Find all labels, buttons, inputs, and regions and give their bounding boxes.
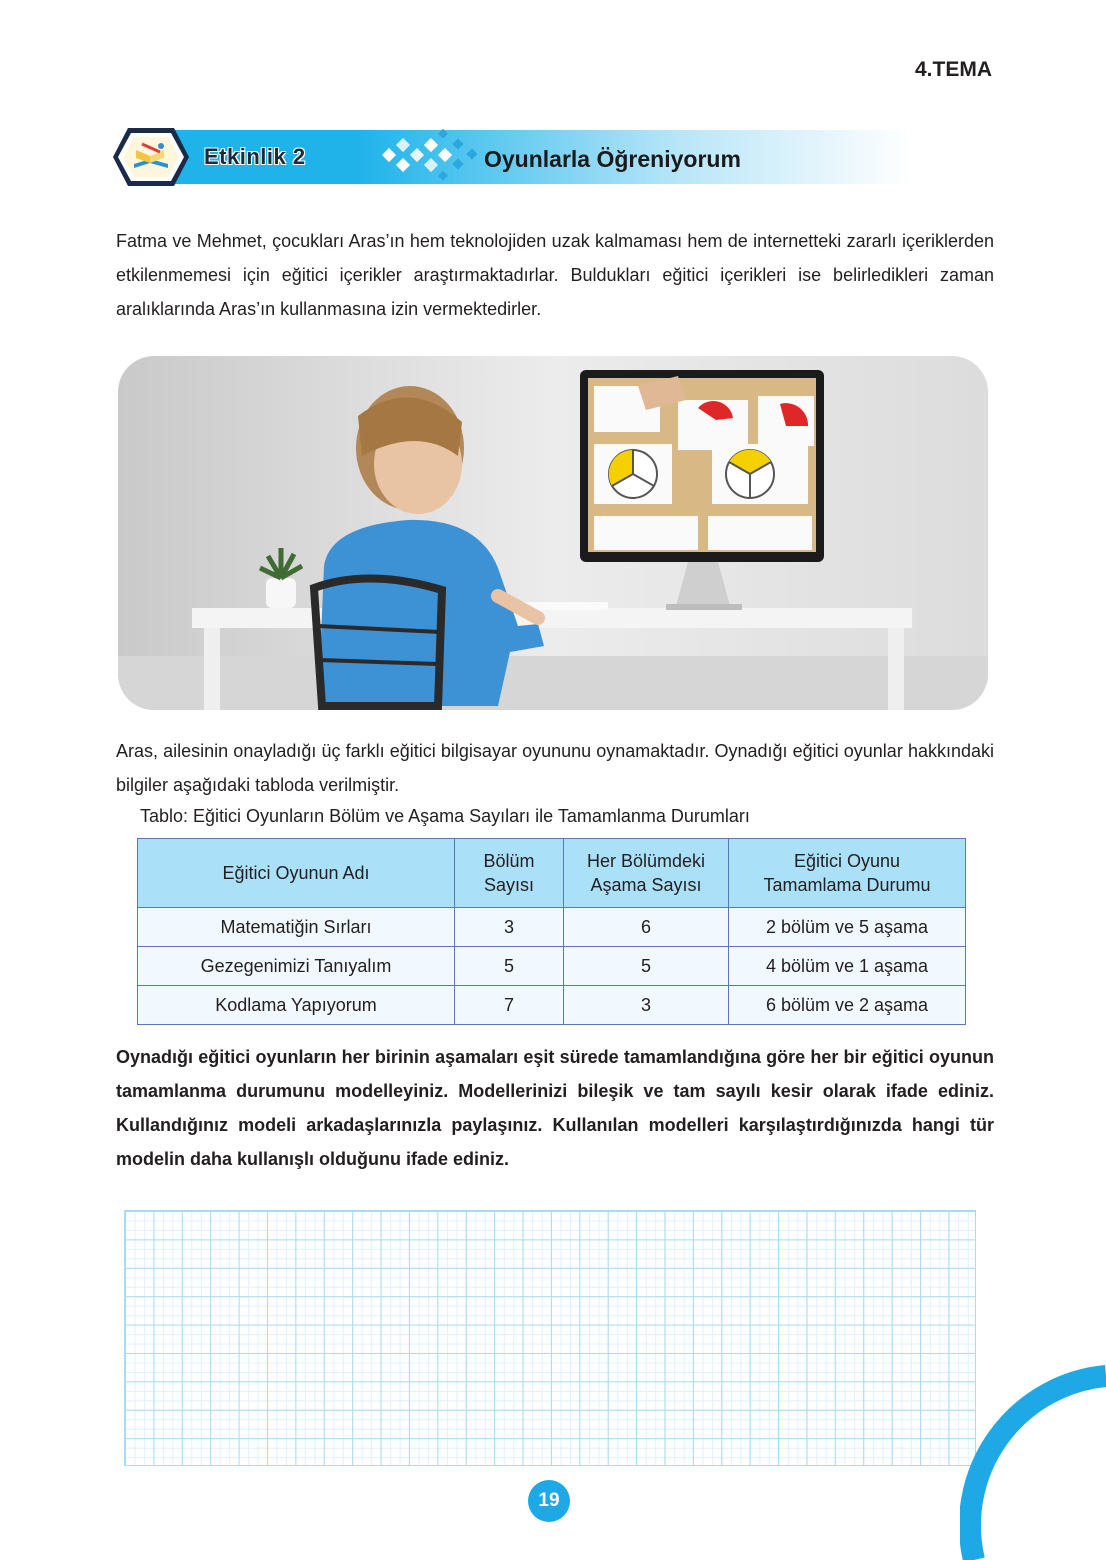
header-section-count-line1: Bölüm: [483, 851, 535, 871]
cell-section-count: 3: [455, 908, 564, 947]
table-header-row: [138, 839, 966, 908]
cell-stage-count: 6: [564, 908, 729, 947]
header-completion-status-line2: Tamamlama Durumu: [763, 875, 931, 895]
cell-completion-status: 6 bölüm ve 2 aşama: [729, 986, 966, 1025]
header-completion-status: [729, 839, 966, 908]
cell-stage-count: 3: [564, 986, 729, 1025]
activity-label: Etkinlik 2: [204, 144, 306, 169]
cell-stage-count: 5: [564, 947, 729, 986]
cell-game-name: Matematiğin Sırları: [138, 908, 455, 947]
header-section-count-line2: Sayısı: [483, 875, 535, 895]
cell-game-name: Gezegenimizi Tanıyalım: [138, 947, 455, 986]
header-stage-count: [564, 839, 729, 908]
table-row: [138, 986, 966, 1025]
activity-banner: [112, 126, 912, 188]
header-completion-status-line1: Eğitici Oyunu: [793, 851, 901, 871]
header-stage-count-line1: Her Bölümdeki: [586, 851, 706, 871]
header-stage-count-line2: Aşama Sayısı: [590, 875, 702, 895]
theme-label: 4.TEMA: [914, 58, 992, 81]
decorative-diamonds: [374, 128, 484, 184]
header-section-count: [455, 839, 564, 908]
cell-section-count: 7: [455, 986, 564, 1025]
book-icon: [112, 126, 190, 188]
info-paragraph: Aras, ailesinin onayladığı üç farklı eğitici bilgisayar oyununu oynamaktadır. Oynadığı eğitici oyunlar hakkındaki bilgiler aşağıdaki tabloda verilmiştir.: [116, 741, 994, 795]
decorative-arc: [960, 1360, 1106, 1560]
page-number: 19: [528, 1480, 570, 1522]
answer-grid[interactable]: [124, 1210, 976, 1466]
boy-at-computer-photo: [118, 356, 988, 710]
header-game-name: Eğitici Oyunun Adı: [138, 839, 455, 908]
table-caption: Tablo: Eğitici Oyunların Bölüm ve Aşama Sayıları ile Tamamlanma Durumları: [140, 806, 750, 826]
question-text: Oynadığı eğitici oyunların her birinin aşamaları eşit sürede tamamlandığına göre her bir eğitici oyunun tamamlanma durumunu modelleyiniz. Modellerinizi bileşik ve tam sayılı kesir olarak ifade ediniz. Kullandığınız modeli arkadaşlarınızla paylaşınız. Kullanılan modelleri karşılaştırdığınızda hangi tür modelin daha kullanışlı olduğunu ifade ediniz.: [116, 1047, 994, 1169]
cell-completion-status: 4 bölüm ve 1 aşama: [729, 947, 966, 986]
table-row: [138, 908, 966, 947]
intro-paragraph: Fatma ve Mehmet, çocukları Aras’ın hem teknolojiden uzak kalmaması hem de internetteki zararlı içeriklerden etkilenmemesi için eğitici içerikler araştırmaktadırlar. Buldukları eğitici içerikleri ise belirledikleri zaman aralıklarında Aras’ın kullanmasına izin vermektedirler.: [116, 231, 994, 319]
games-table: [137, 838, 966, 1025]
activity-title: Oyunlarla Öğreniyorum: [484, 146, 741, 172]
cell-section-count: 5: [455, 947, 564, 986]
cell-game-name: Kodlama Yapıyorum: [138, 986, 455, 1025]
cell-completion-status: 2 bölüm ve 5 aşama: [729, 908, 966, 947]
table-row: [138, 947, 966, 986]
